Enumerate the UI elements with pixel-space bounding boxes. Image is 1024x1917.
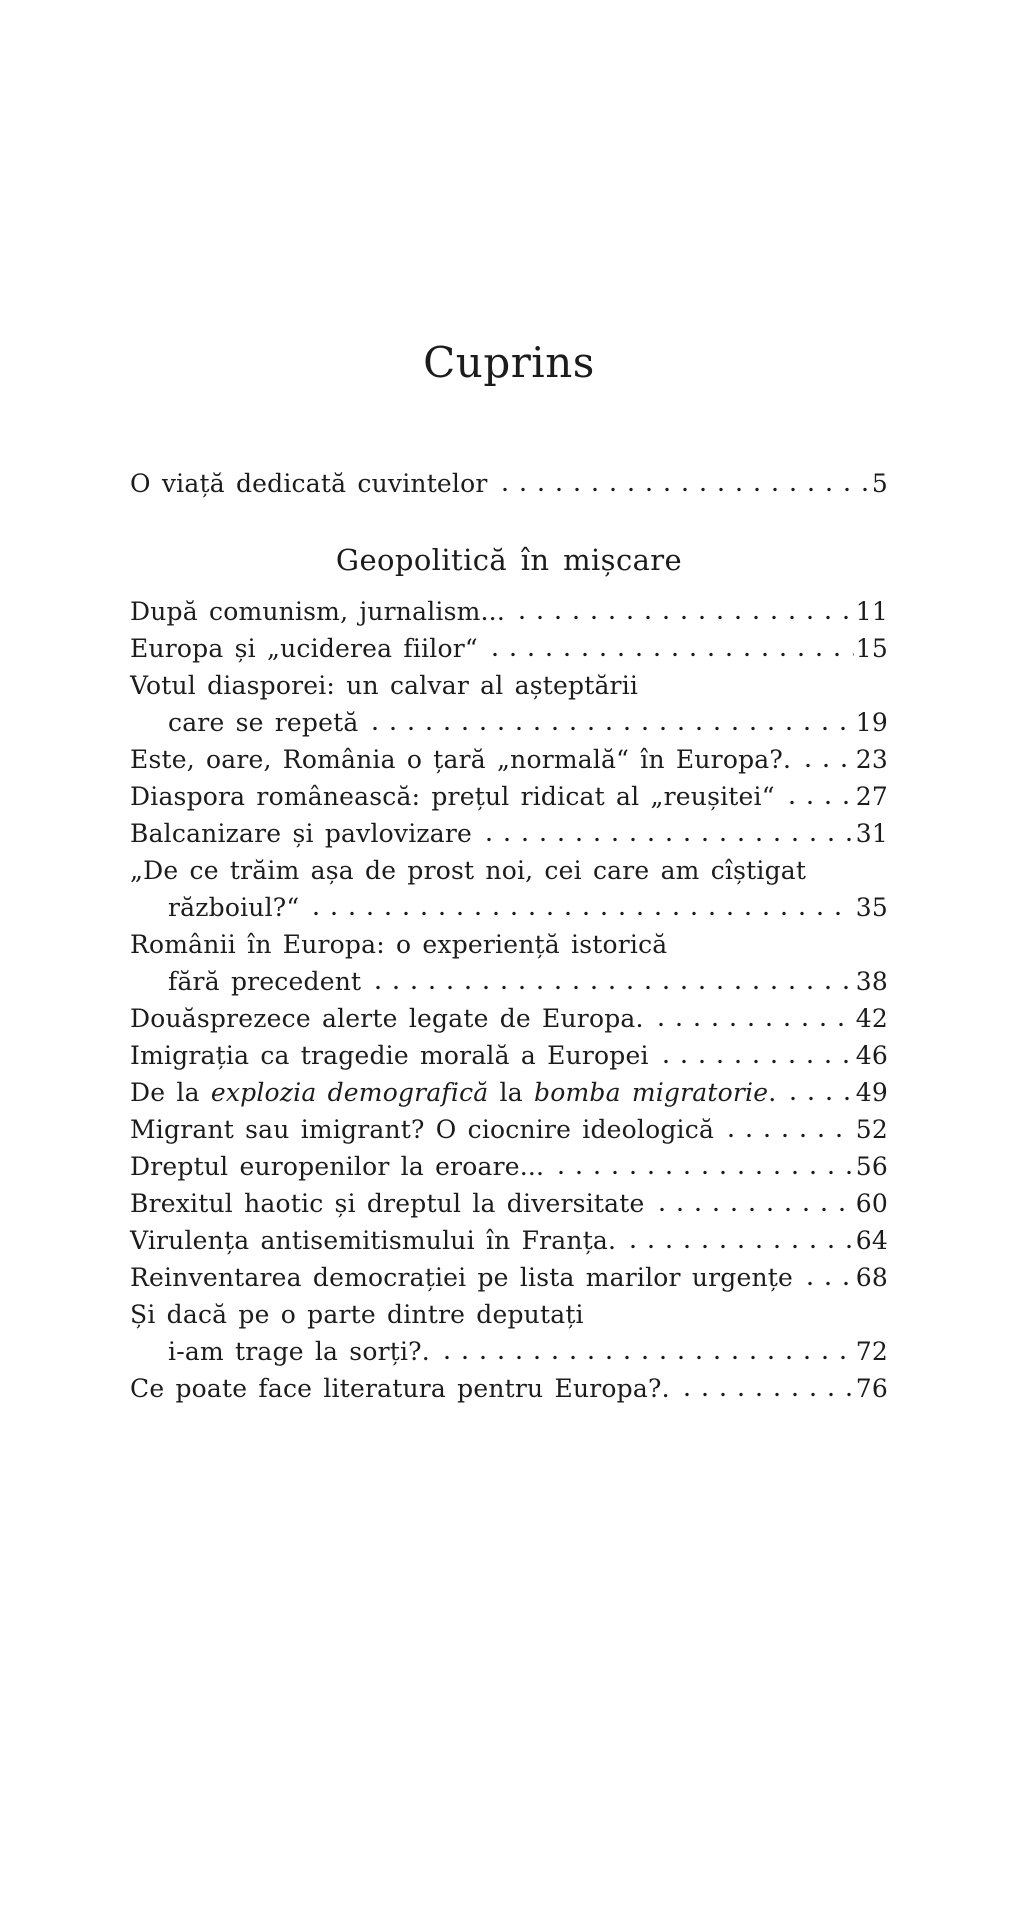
entry-title-text: Migrant sau imigrant? O ciocnire ideologică (130, 1115, 715, 1144)
toc-entry-line (130, 593, 888, 630)
dot-leader (793, 763, 854, 768)
page-number: 15 (855, 634, 888, 663)
toc-entry (130, 741, 888, 778)
toc-entry (130, 815, 888, 852)
entry-title-text: care se repetă (168, 708, 359, 737)
dot-leader (301, 911, 853, 916)
toc-entry (130, 1259, 888, 1296)
dot-leader (432, 1355, 854, 1360)
entry-title-text: După comunism, jurnalism... (130, 597, 505, 626)
page-number: 35 (855, 893, 888, 922)
toc-entry (130, 778, 888, 815)
toc-entry-line (130, 1296, 888, 1333)
toc-entry-line (130, 889, 888, 926)
entry-title-text: Votul diasporei: un calvar al așteptării (130, 671, 639, 700)
toc-title: Cuprins (423, 338, 595, 387)
toc-entry (130, 926, 888, 1000)
page-number: 31 (855, 819, 888, 848)
toc-entry-line (130, 852, 888, 889)
entry-title-text: Și dacă pe o parte dintre deputați (130, 1300, 584, 1329)
entry-title-text: i-am trage la sorți?. (168, 1337, 430, 1366)
toc-entry (130, 1296, 888, 1370)
dot-leader (363, 985, 854, 990)
toc-entry-line (130, 778, 888, 815)
page-number: 64 (855, 1226, 888, 1255)
dot-leader (474, 837, 854, 842)
dot-leader (651, 1059, 854, 1064)
toc-entry-line (130, 1333, 888, 1370)
dot-leader (360, 726, 853, 731)
page-number: 52 (855, 1115, 888, 1144)
toc-entry (130, 1148, 888, 1185)
entry-title-text: Balcanizare și pavlovizare (130, 819, 473, 848)
toc-entry-line (130, 1148, 888, 1185)
page-number: 42 (855, 1004, 888, 1033)
toc-entry-line (130, 667, 888, 704)
toc-entry (130, 1074, 888, 1111)
page-number: 49 (855, 1078, 888, 1107)
toc-entry (130, 1222, 888, 1259)
dot-leader (716, 1133, 854, 1138)
page-number: 11 (855, 597, 888, 626)
page-number: 5 (871, 469, 888, 498)
toc-entry (130, 1000, 888, 1037)
toc-list (130, 465, 888, 1407)
entry-title-text: războiul?“ (168, 893, 300, 922)
toc-entry-line (130, 704, 888, 741)
dot-leader (546, 1170, 854, 1175)
dot-leader (672, 1392, 854, 1397)
toc-entry (130, 1370, 888, 1407)
dot-leader (777, 800, 854, 805)
dot-leader (480, 652, 854, 657)
page-number: 56 (855, 1152, 888, 1181)
toc-entry-line (130, 1037, 888, 1074)
entry-title-text: fără precedent (168, 967, 362, 996)
entry-title-text: De la explozia demografică la bomba migratorie. (130, 1078, 777, 1107)
page-number: 23 (855, 745, 888, 774)
entry-title-text: „De ce trăim așa de prost noi, cei care am cîștigat (130, 856, 807, 885)
toc-entry (130, 1037, 888, 1074)
entry-title-text: Europa și „uciderea fiilor“ (130, 634, 478, 663)
toc-entry-line (130, 1185, 888, 1222)
toc-entry-line (130, 1111, 888, 1148)
dot-leader (778, 1096, 853, 1101)
page-number: 38 (855, 967, 888, 996)
entry-title-text: Dreptul europenilor la eroare... (130, 1152, 545, 1181)
toc-entry-line (130, 963, 888, 1000)
page-number: 60 (855, 1189, 888, 1218)
entry-title-text: Ce poate face literatura pentru Europa?. (130, 1374, 670, 1403)
entry-title-text: Este, oare, România o țară „normală“ în Europa?. (130, 745, 792, 774)
toc-entry-line (130, 1370, 888, 1407)
entry-title-text: Românii în Europa: o experiență istorică (130, 930, 668, 959)
toc-entry (130, 1185, 888, 1222)
page-number: 46 (855, 1041, 888, 1070)
toc-entry (130, 1111, 888, 1148)
toc-entry (130, 630, 888, 667)
dot-leader (618, 1244, 854, 1249)
toc-entry-line (130, 465, 888, 502)
toc-entry-line (130, 1000, 888, 1037)
page-number: 76 (855, 1374, 888, 1403)
dot-leader (647, 1207, 854, 1212)
dot-leader (507, 615, 854, 620)
page-number: 72 (855, 1337, 888, 1366)
toc-entry (130, 465, 888, 502)
toc-entry-line (130, 1259, 888, 1296)
toc-entry-line (130, 1222, 888, 1259)
book-page (0, 338, 1024, 1917)
entry-title-text: Imigrația ca tragedie morală a Europei (130, 1041, 649, 1070)
entry-title-text: Virulența antisemitismului în Franța. (130, 1226, 617, 1255)
entry-title-text: Diaspora românească: prețul ridicat al „reușitei“ (130, 782, 775, 811)
toc-entry-line (130, 630, 888, 667)
toc-entry (130, 667, 888, 741)
entry-title-text: Brexitul haotic și dreptul la diversitate (130, 1189, 645, 1218)
toc-entry-line (130, 926, 888, 963)
page-number: 19 (855, 708, 888, 737)
page-number: 27 (855, 782, 888, 811)
toc-entry (130, 593, 888, 630)
entry-title-text: Reinventarea democrației pe lista marilor urgențe (130, 1263, 794, 1292)
dot-leader (490, 487, 870, 492)
entry-title-text: Douăsprezece alerte legate de Europa. (130, 1004, 644, 1033)
toc-entry-line (130, 815, 888, 852)
dot-leader (795, 1281, 854, 1286)
section-heading: Geopolitică în mișcare (335, 543, 683, 577)
page-number: 68 (855, 1263, 888, 1292)
dot-leader (646, 1022, 854, 1027)
toc-entry-line (130, 741, 888, 778)
entry-title-text: O viață dedicată cuvintelor (130, 469, 488, 498)
toc-entry (130, 852, 888, 926)
toc-entry-line (130, 1074, 888, 1111)
